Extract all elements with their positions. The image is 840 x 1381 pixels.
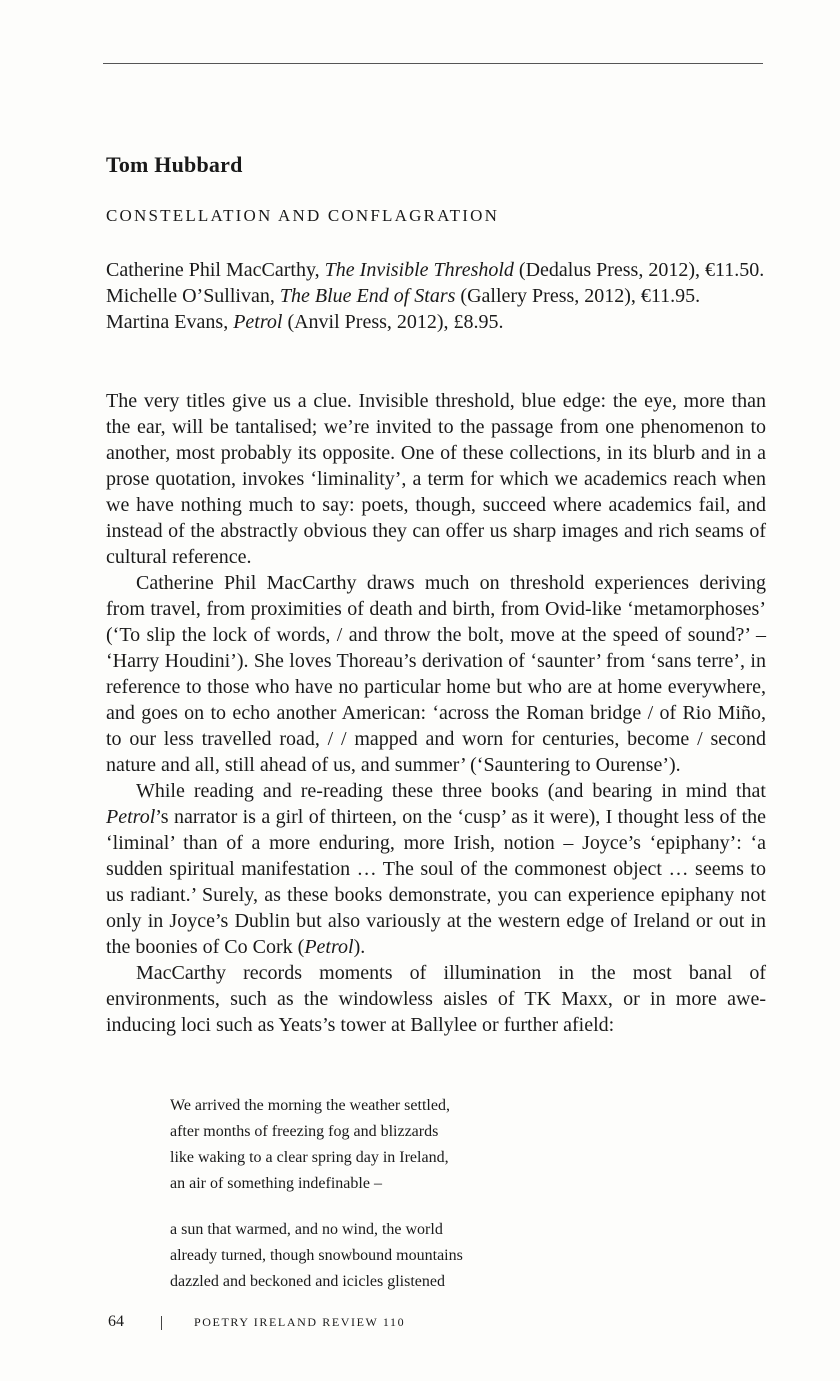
body-paragraph-3: While reading and re-reading these three books (and bearing in mind that Petrol’s narrator is a girl of thirteen, on the ‘cusp’ as it were), I thought less of the ‘liminal’ than of a more enduring, more Irish, notion – Joyce’s ‘epiphany’: ‘a sudden spiritual manifestation … The soul of the commonest object … seems to us radiant.’ Surely, as these books demonstrate, you can experience epiphany not only in Joyce’s Dublin but also variously at the western edge of Ireland or out in the boonies of Co Cork (Petrol). bbox=[106, 780, 766, 958]
poem-line: after months of freezing fog and blizzards bbox=[170, 1123, 439, 1140]
article-author: Tom Hubbard bbox=[106, 152, 243, 177]
poem-stanza-1 bbox=[170, 1093, 590, 1197]
journal-name: POETRY IRELAND REVIEW 110 bbox=[194, 1315, 406, 1329]
book-title: The Invisible Threshold bbox=[324, 259, 514, 281]
poem-line: dazzled and beckoned and icicles glistened bbox=[170, 1273, 445, 1290]
book-title: Petrol bbox=[233, 311, 283, 333]
body-paragraph-1: The very titles give us a clue. Invisible threshold, blue edge: the eye, more than the ear, will be tantalised; we’re invited to the passage from one phenomenon to another, most probably its opposite. One of these collections, in its blurb and in a prose quotation, invokes ‘liminality’, a term for which we academics reach when we have nothing much to say: poets, though, succeed where academics fail, and instead of the abstractly obvious they can offer us sharp images and rich seams of cultural reference. bbox=[106, 390, 766, 568]
book-title: The Blue End of Stars bbox=[279, 285, 456, 307]
article-body bbox=[106, 388, 766, 1038]
poem-line: We arrived the morning the weather settled, bbox=[170, 1097, 450, 1114]
review-references bbox=[106, 257, 766, 335]
poem-line: already turned, though snowbound mountains bbox=[170, 1247, 463, 1264]
poem-line: like waking to a clear spring day in Ireland, bbox=[170, 1149, 449, 1166]
page-footer bbox=[108, 1313, 768, 1335]
top-rule bbox=[103, 63, 763, 64]
reference-item: Catherine Phil MacCarthy, The Invisible Threshold (Dedalus Press, 2012), €11.50. bbox=[106, 259, 765, 281]
poem-line: a sun that warmed, and no wind, the world bbox=[170, 1221, 443, 1238]
poem-quotation bbox=[170, 1093, 590, 1315]
page-number: 64 bbox=[108, 1313, 124, 1330]
poem-line: an air of something indefinable – bbox=[170, 1175, 382, 1192]
body-paragraph-4: MacCarthy records moments of illumination in the most banal of environments, such as the windowless aisles of TK Maxx, or in more awe-inducing loci such as Yeats’s tower at Ballylee or further afield: bbox=[106, 962, 766, 1036]
reference-item: Martina Evans, Petrol (Anvil Press, 2012), £8.95. bbox=[106, 311, 504, 333]
footer-divider bbox=[161, 1316, 162, 1330]
body-paragraph-2: Catherine Phil MacCarthy draws much on threshold experiences deriving from travel, from proximities of death and birth, from Ovid-like ‘metamorphoses’ (‘To slip the lock of words, / and throw the bolt, move at the speed of sound?’ – ‘Harry Houdini’). She loves Thoreau’s derivation of ‘saunter’ from ‘sans terre’, in reference to those who have no particular home but who are at home everywhere, and goes on to echo another American: ‘across the Roman bridge / of Rio Miño, to our less travelled road, / / mapped and worn for centuries, become / second nature and all, still ahead of us, and summer’ (‘Sauntering to Ourense’). bbox=[106, 572, 766, 776]
article-title: CONSTELLATION AND CONFLAGRATION bbox=[106, 206, 500, 225]
reference-item: Michelle O’Sullivan, The Blue End of Stars (Gallery Press, 2012), €11.95. bbox=[106, 285, 701, 307]
poem-stanza-2 bbox=[170, 1217, 590, 1295]
